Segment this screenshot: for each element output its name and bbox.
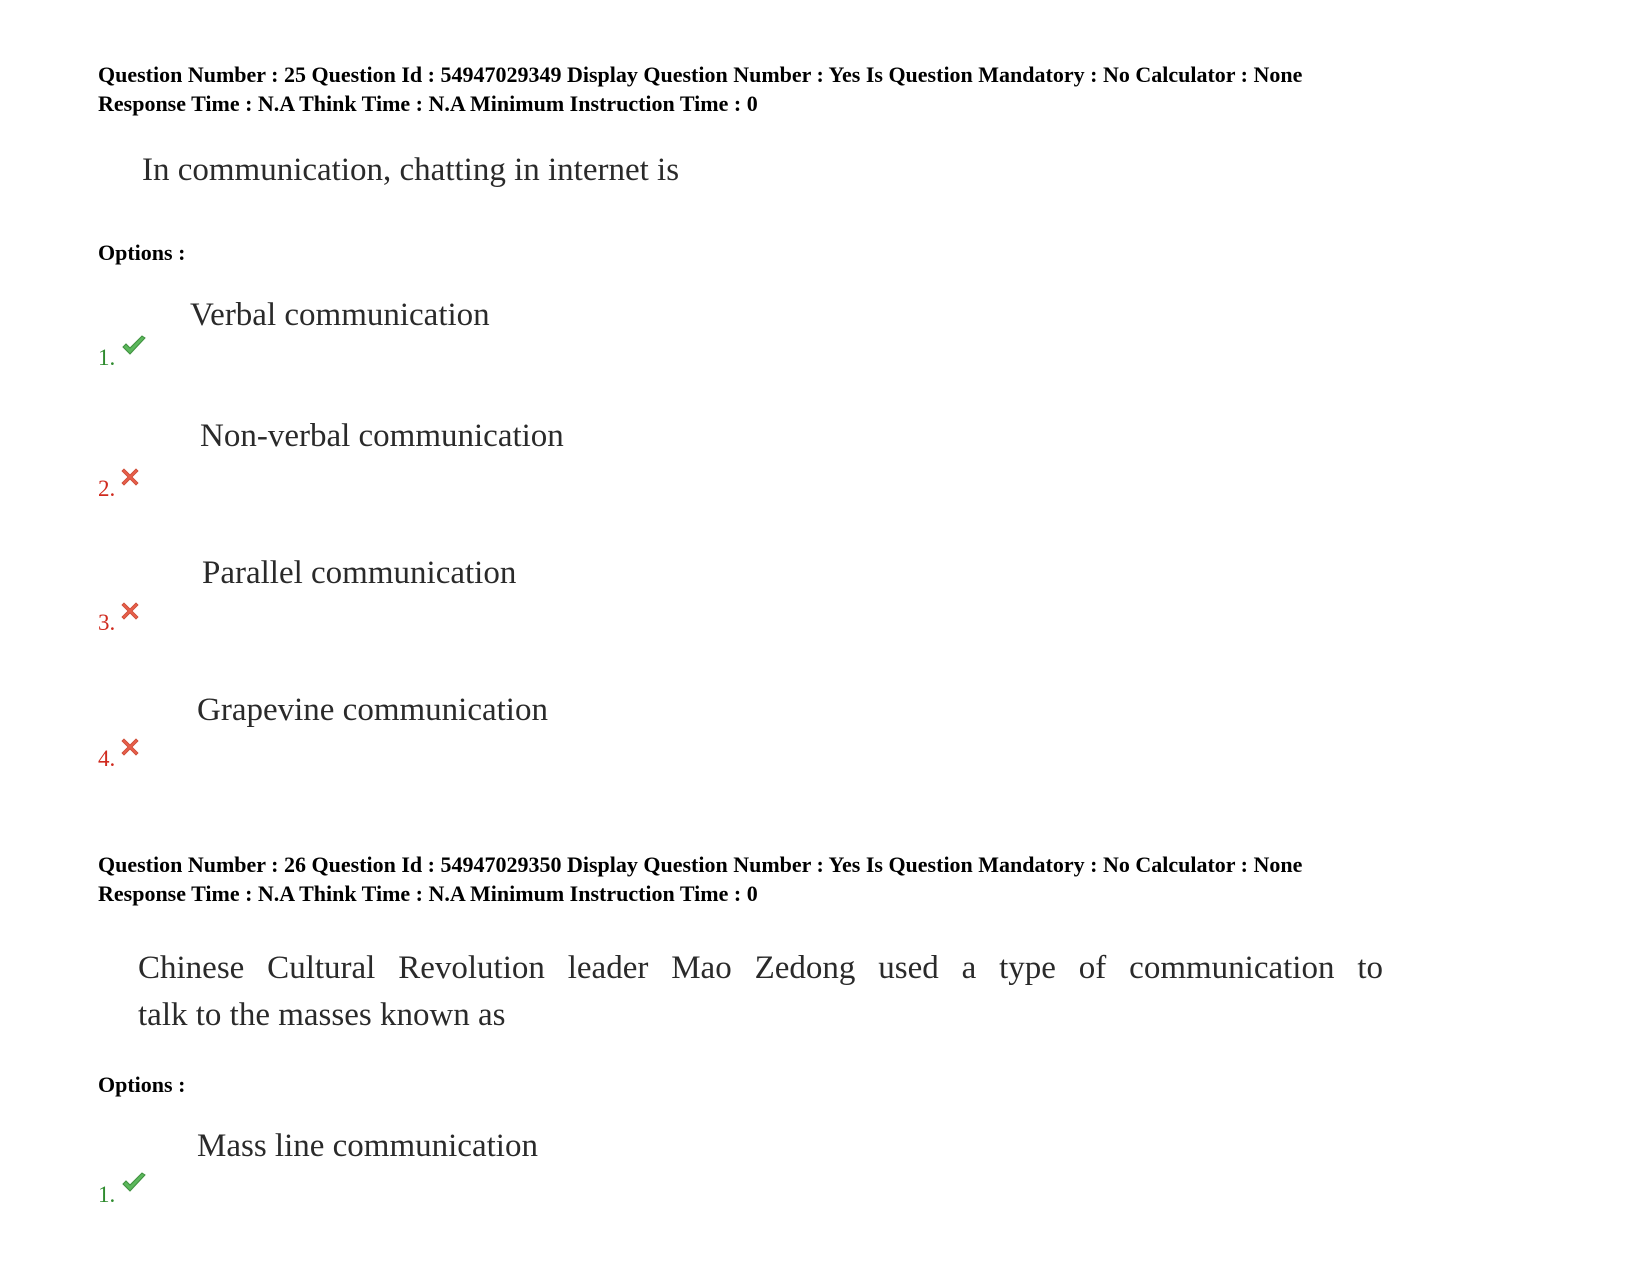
question-25-option-1 — [98, 345, 147, 373]
question-26-stem-line1: Chinese Cultural Revolution leader Mao Zedong used a type of communication to — [138, 950, 1383, 986]
question-25-option-2 — [98, 476, 139, 502]
question-25-meta-line2: Response Time : N.A Think Time : N.A Minimum Instruction Time : 0 — [98, 91, 758, 116]
question-25-meta-line1: Question Number : 25 Question Id : 54947029349 Display Question Number : Yes Is Question Mandatory : No Calculator : None — [98, 62, 1303, 87]
question-25-option-1-text: Verbal communication — [190, 297, 490, 333]
question-25-stem: In communication, chatting in internet is — [142, 152, 680, 188]
question-26-meta — [98, 850, 1302, 908]
question-25-option-4-text: Grapevine communication — [197, 692, 548, 728]
question-26-stem — [138, 945, 1383, 1039]
option-number: 4. — [98, 746, 116, 771]
option-number: 1. — [98, 1182, 116, 1207]
question-25-option-3-text: Parallel communication — [202, 555, 517, 591]
question-26-option-1-text: Mass line communication — [197, 1128, 538, 1164]
question-26-meta-line1: Question Number : 26 Question Id : 54947029350 Display Question Number : Yes Is Question Mandatory : No Calculator : None — [98, 852, 1303, 877]
option-number: 3. — [98, 610, 116, 635]
question-26-meta-line2: Response Time : N.A Think Time : N.A Minimum Instruction Time : 0 — [98, 881, 758, 906]
option-number: 1. — [98, 345, 116, 370]
check-icon — [121, 1172, 147, 1200]
check-icon — [121, 335, 147, 363]
question-25-option-2-text: Non-verbal communication — [200, 418, 564, 454]
question-25-meta — [98, 60, 1302, 118]
cross-icon — [121, 466, 139, 492]
question-25-option-3 — [98, 610, 139, 636]
question-26-options-label: Options : — [98, 1072, 186, 1097]
option-number: 2. — [98, 476, 116, 501]
question-26-option-1 — [98, 1182, 147, 1210]
cross-icon — [121, 736, 139, 762]
question-25-option-4 — [98, 746, 139, 772]
question-26-stem-line2: talk to the masses known as — [138, 997, 506, 1033]
cross-icon — [121, 600, 139, 626]
question-25-options-label: Options : — [98, 240, 186, 265]
